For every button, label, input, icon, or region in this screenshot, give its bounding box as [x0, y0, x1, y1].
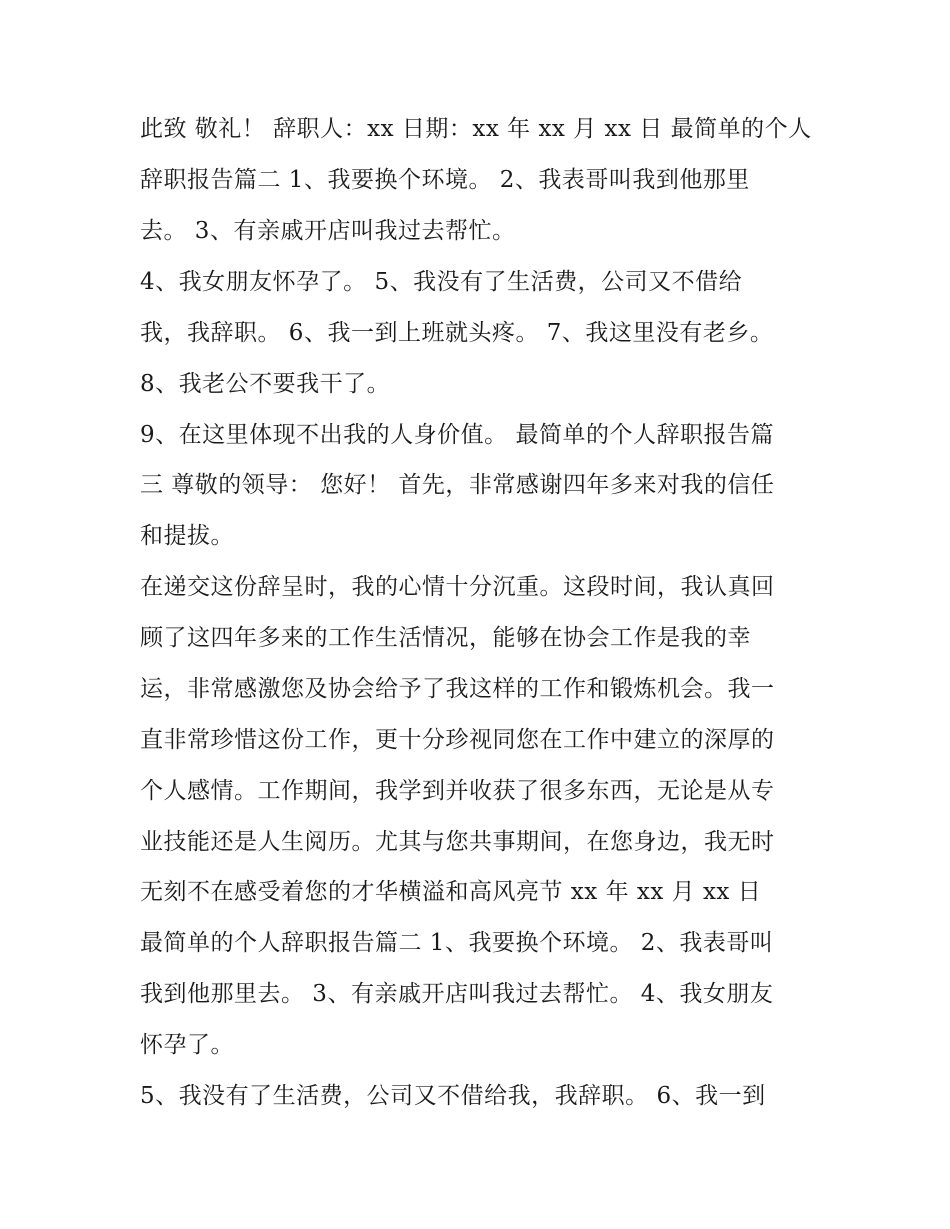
text-line: 无刻不在感受着您的才华横溢和高风亮节 xx 年 xx 月 xx 日 — [140, 879, 762, 905]
text-line: 8、我老公不要我干了。 — [140, 371, 391, 397]
text-line: 4、我女朋友怀孕了。 5、我没有了生活费，公司又不借给 — [140, 269, 743, 295]
text-line: 5、我没有了生活费，公司又不借给我，我辞职。 6、我一到 — [140, 1083, 766, 1109]
text-line: 个人感情。工作期间，我学到并收获了很多东西，无论是从专 — [140, 778, 775, 804]
text-line: 我，我辞职。 6、我一到上班就头疼。 7、我这里没有老乡。 — [140, 320, 774, 346]
text-line: 业技能还是人生阅历。尤其与您共事期间，在您身边，我无时 — [140, 829, 775, 855]
text-line: 直非常珍惜这份工作，更十分珍视同您在工作中建立的深厚的 — [140, 727, 775, 753]
text-line: 我到他那里去。 3、有亲戚开店叫我过去帮忙。 4、我女朋友 — [140, 981, 774, 1007]
text-line: 在递交这份辞呈时，我的心情十分沉重。这段时间，我认真回 — [140, 574, 775, 600]
text-line: 去。 3、有亲戚开店叫我过去帮忙。 — [140, 218, 516, 244]
text-line: 顾了这四年多来的工作生活情况，能够在协会工作是我的幸 — [140, 625, 751, 651]
text-line: 此致 敬礼！ 辞职人：xx 日期：xx 年 xx 月 xx 日 最简单的个人 — [140, 116, 812, 142]
text-line: 三 尊敬的领导： 您好！ 首先，非常感谢四年多来对我的信任 — [140, 472, 775, 498]
text-line: 辞职报告篇二 1、我要换个环境。 2、我表哥叫我到他那里 — [140, 167, 750, 193]
text-line: 9、在这里体现不出我的人身价值。 最简单的个人辞职报告篇 — [140, 422, 774, 448]
text-line: 和提拔。 — [140, 523, 234, 549]
text-line: 运，非常感激您及协会给予了我这样的工作和锻炼机会。我一 — [140, 676, 775, 702]
text-line: 怀孕了。 — [140, 1032, 234, 1058]
text-line: 最简单的个人辞职报告篇二 1、我要换个环境。 2、我表哥叫 — [140, 930, 774, 956]
